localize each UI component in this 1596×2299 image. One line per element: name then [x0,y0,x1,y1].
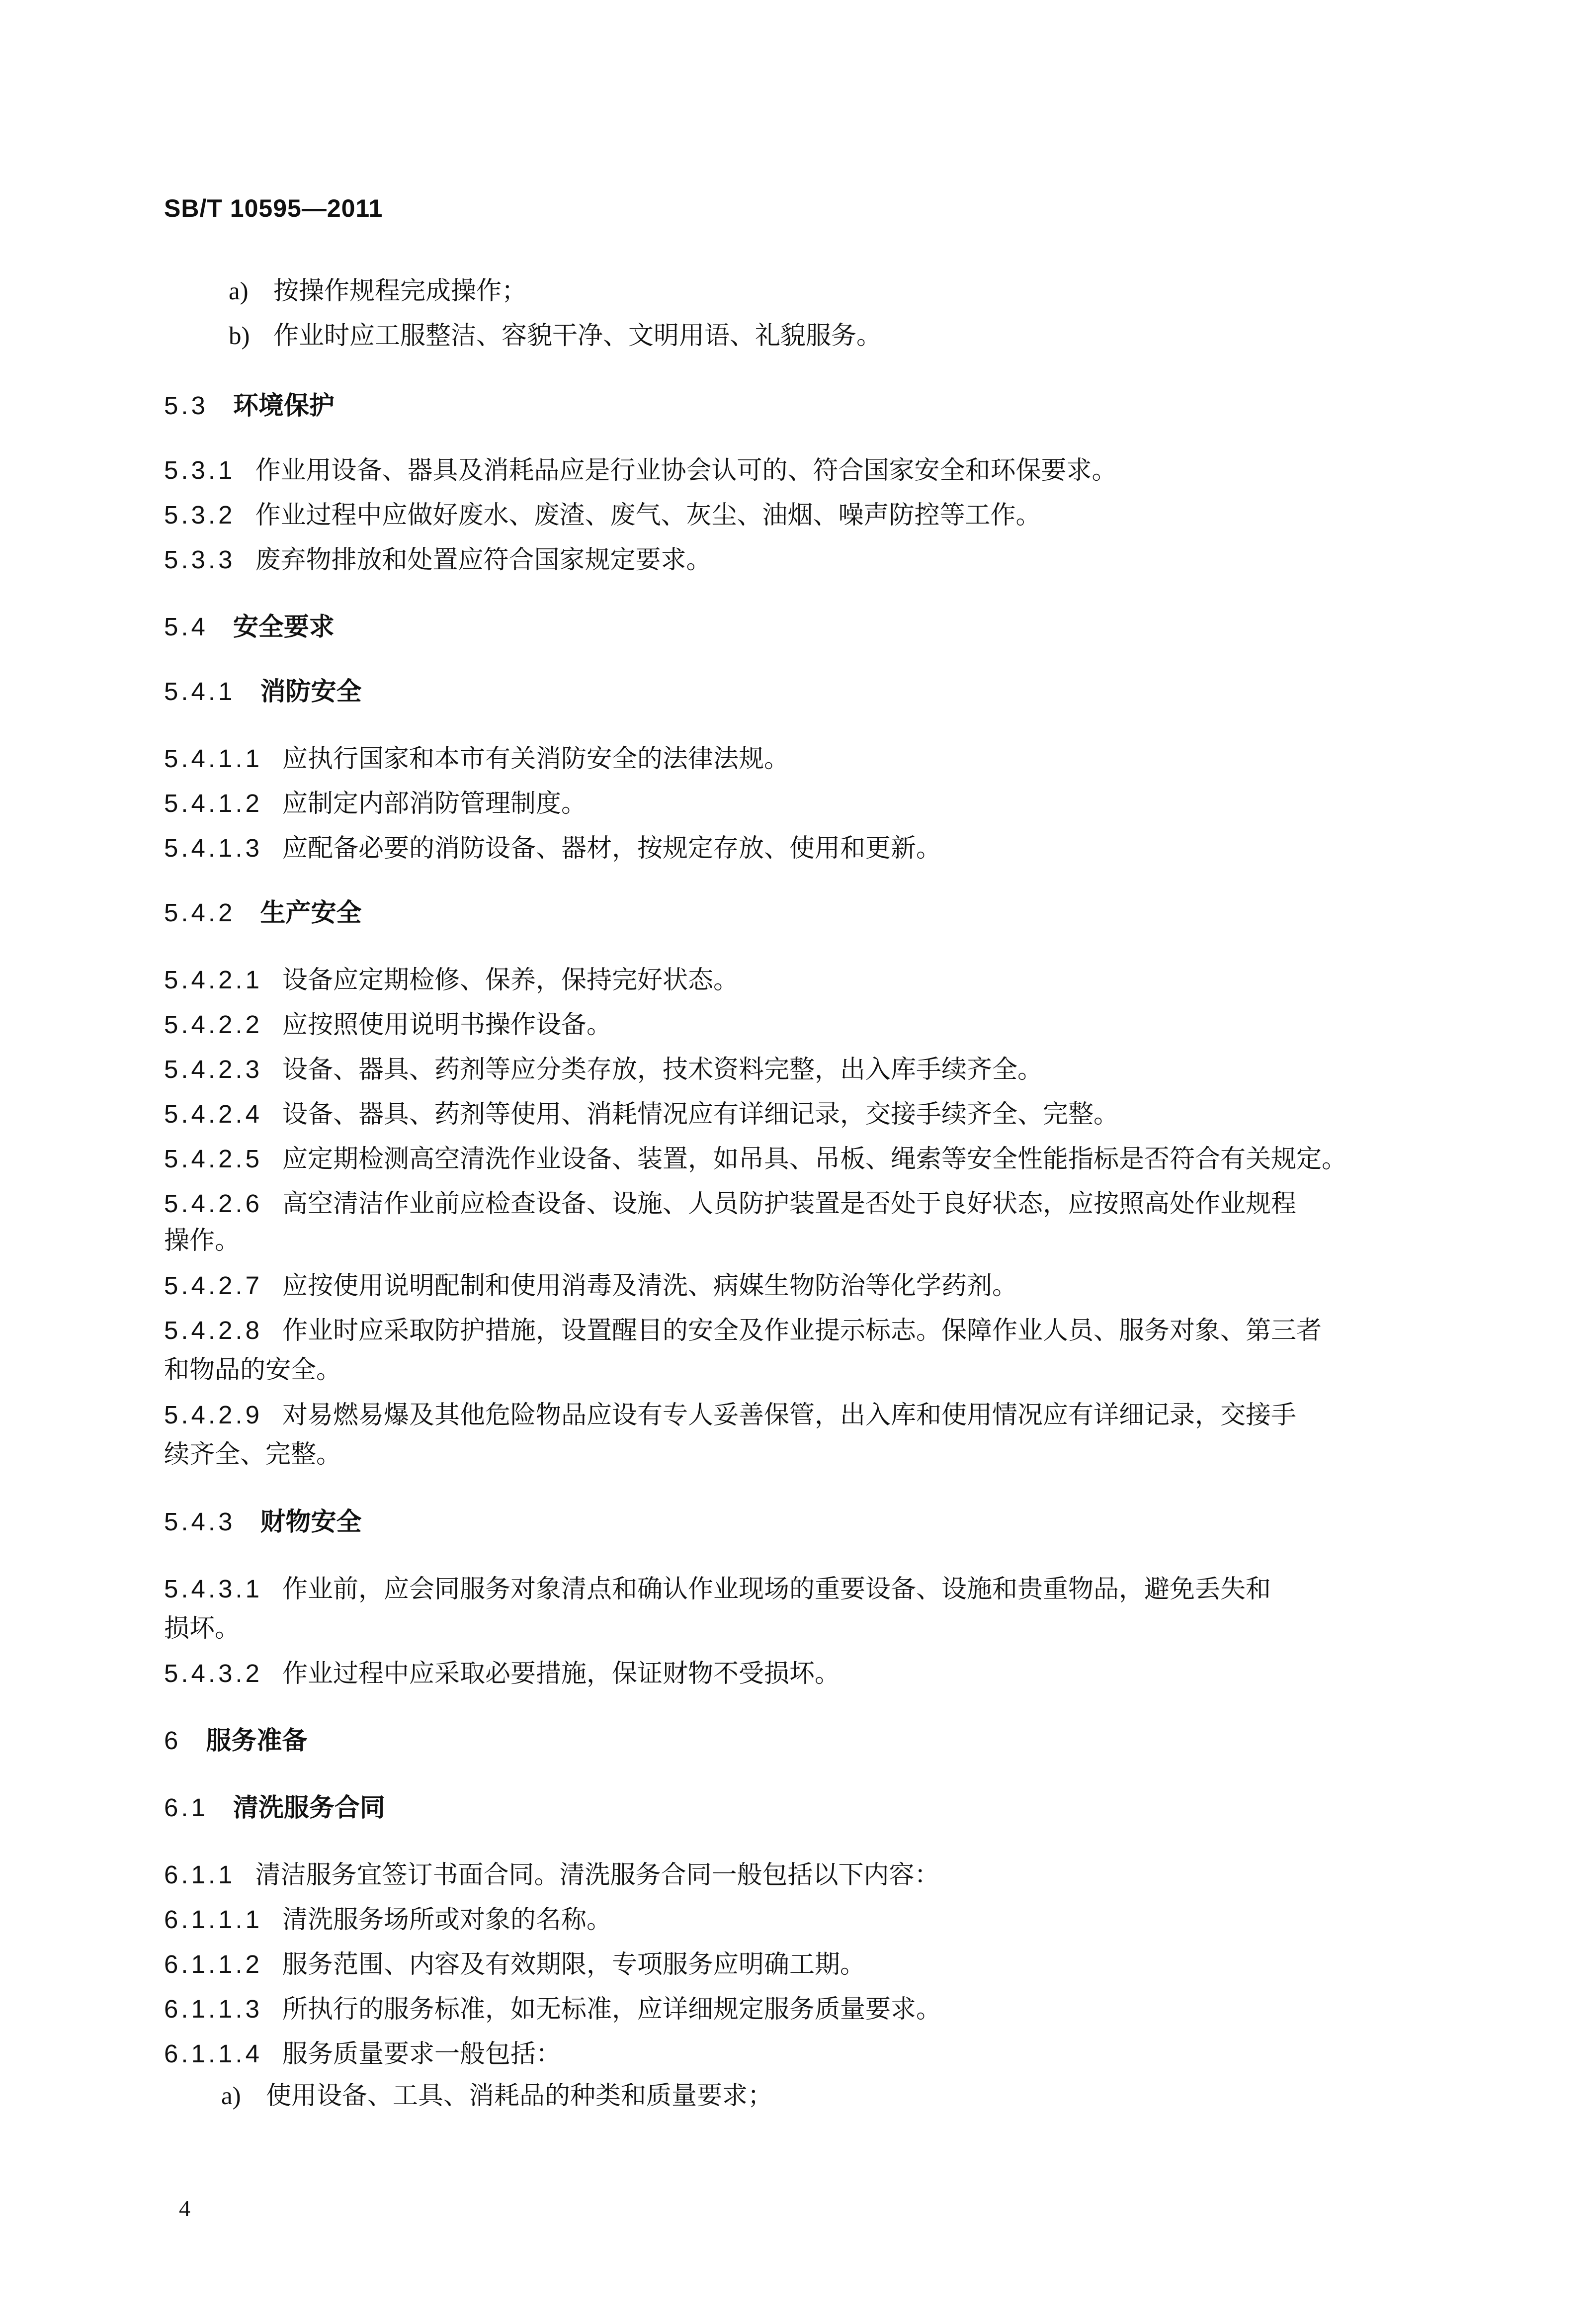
clause-text: 生产安全 [260,898,362,928]
clause-text: 作业时应工服整洁、容貌干净、文明用语、礼貌服务。 [273,321,882,351]
clause-text: 消防安全 [260,677,362,707]
clause-number: 6.1.1 [164,1860,236,1889]
standard-code: SB/T 10595—2011 [164,194,383,222]
clause [164,967,739,993]
clause-continuation [164,1357,341,1383]
clause-text: 应执行国家和本市有关消防安全的法律法规。 [282,744,789,774]
clause-text: 操作。 [164,1226,241,1255]
clause [164,1057,1043,1082]
clause-number: 5.4.1 [164,677,236,706]
section-heading [164,1728,307,1754]
section-heading [164,393,335,419]
clause [164,1951,865,1977]
section-heading [164,614,335,640]
clause-text: 续齐全、完整。 [164,1440,342,1469]
clause-text: 服务准备 [206,1726,308,1756]
clause [164,791,587,816]
clause [164,1862,939,1888]
clause-text: 设备、器具、药剂等使用、消耗情况应有详细记录，交接手续齐全、完整。 [282,1100,1119,1129]
clause-number: 5.4.2 [164,898,236,927]
clause [164,1907,612,1933]
clause-text: 对易燃易爆及其他危险物品应设有专人妥善保管，出入库和使用情况应有详细记录，交接手 [282,1401,1296,1430]
clause-text: 设备、器具、药剂等应分类存放，技术资料完整，出入库手续齐全。 [282,1055,1043,1084]
clause [164,1402,1296,1428]
clause-number: 5.3 [164,391,208,420]
clause [164,1576,1271,1602]
clause-text: 设备应定期检修、保养，保持完好状态。 [282,966,739,995]
clause-text: 损坏。 [164,1614,241,1643]
clause-number: 5.4.2.2 [164,1010,262,1039]
clause-number: 5.4.1.2 [164,789,262,817]
clause-number: 5.4.2.8 [164,1316,262,1344]
clause-number: 5.4.2.7 [164,1271,262,1300]
clause-text: 作业时应采取防护措施，设置醒目的安全及作业提示标志。保障作业人员、服务对象、第三者 [282,1316,1322,1345]
clause-text: 应按使用说明配制和使用消毒及清洗、病媒生物防治等化学药剂。 [282,1271,1017,1301]
clause-continuation [164,1616,240,1641]
clause-text: 作业过程中应采取必要措施，保证财物不受损坏。 [282,1659,840,1688]
clause-number: 6.1 [164,1793,208,1822]
clause-number: 6.1.1.3 [164,1995,262,2023]
clause [164,746,789,772]
clause-text: 服务范围、内容及有效期限，专项服务应明确工期。 [282,1950,865,1979]
list-item [229,323,882,349]
clause-continuation [164,1442,341,1467]
section-heading [164,900,361,926]
clause-text: 清洗服务场所或对象的名称。 [282,1905,612,1935]
clause-number: 5.3.3 [164,545,236,574]
clause-text: 作业前，应会同服务对象清点和确认作业现场的重要设备、设施和贵重物品，避免丢失和 [282,1575,1271,1604]
clause-number: 6.1.1.4 [164,2039,262,2068]
list-marker: a) [221,2082,241,2110]
clause-text: 应配备必要的消防设备、器材，按规定存放、使用和更新。 [282,834,941,863]
clause-text: 应按照使用说明书操作设备。 [282,1010,612,1040]
clause-text: 环境保护 [233,391,335,421]
clause [164,1273,1017,1299]
clause-text: 清洗服务合同 [233,1793,385,1823]
clause-text: 按操作规程完成操作； [273,276,527,306]
clause [164,1012,612,1038]
clause [164,547,711,573]
clause-number: 6 [164,1726,181,1755]
list-marker: a) [229,277,249,305]
section-heading [164,679,361,705]
clause-number: 5.4.3.1 [164,1575,262,1603]
clause [164,835,941,861]
clause-text: 作业用设备、器具及消耗品应是行业协会认可的、符合国家安全和环保要求。 [255,456,1117,485]
clause-number: 5.4.2.5 [164,1145,262,1173]
clause [164,1996,941,2022]
clause-number: 6.1.1.2 [164,1950,262,1978]
clause [164,1191,1296,1217]
clause-text: 财物安全 [260,1507,362,1537]
clause [164,1146,1347,1172]
clause-text: 使用设备、工具、消耗品的种类和质量要求； [266,2081,773,2111]
clause-number: 5.4.2.3 [164,1055,262,1083]
clause-number: 5.4.2.9 [164,1401,262,1429]
clause-number: 5.4.1.1 [164,744,262,773]
clause [164,1661,840,1686]
clause [164,1318,1322,1343]
clause-text: 废弃物排放和处置应符合国家规定要求。 [255,545,712,575]
clause [164,1101,1119,1127]
clause-text: 应定期检测高空清洗作业设备、装置，如吊具、吊板、绳索等安全性能指标是否符合有关规定。 [282,1145,1347,1174]
clause-number: 5.4 [164,613,208,641]
clause-text: 清洁服务宜签订书面合同。清洗服务合同一般包括以下内容： [255,1860,940,1890]
clause-number: 5.4.2.6 [164,1189,262,1218]
clause-number: 5.3.2 [164,501,236,529]
clause-text: 应制定内部消防管理制度。 [282,789,587,818]
clause-text: 高空清洁作业前应检查设备、设施、人员防护装置是否处于良好状态，应按照高处作业规程 [282,1189,1296,1219]
clause-number: 5.4.3.2 [164,1659,262,1687]
clause-number: 5.4.3 [164,1507,236,1536]
clause-number: 5.3.1 [164,456,236,484]
clause-continuation [164,1228,240,1253]
clause-number: 6.1.1.1 [164,1905,262,1934]
clause-text: 安全要求 [233,612,335,642]
section-heading [164,1509,361,1535]
clause-number: 5.4.1.3 [164,834,262,862]
clause [164,502,1041,528]
clause [164,2041,561,2067]
section-heading [164,1795,385,1821]
clause-number: 5.4.2.4 [164,1100,262,1128]
clause-text: 和物品的安全。 [164,1355,342,1385]
clause-text: 服务质量要求一般包括： [282,2039,561,2069]
list-item [221,2083,773,2109]
clause-text: 作业过程中应做好废水、废渣、废气、灰尘、油烟、噪声防控等工作。 [255,501,1041,530]
page-number: 4 [179,2196,190,2221]
clause-number: 5.4.2.1 [164,966,262,994]
list-item [229,278,527,304]
list-marker: b) [229,322,250,350]
clause [164,457,1117,483]
clause-text: 所执行的服务标准，如无标准，应详细规定服务质量要求。 [282,1995,941,2024]
